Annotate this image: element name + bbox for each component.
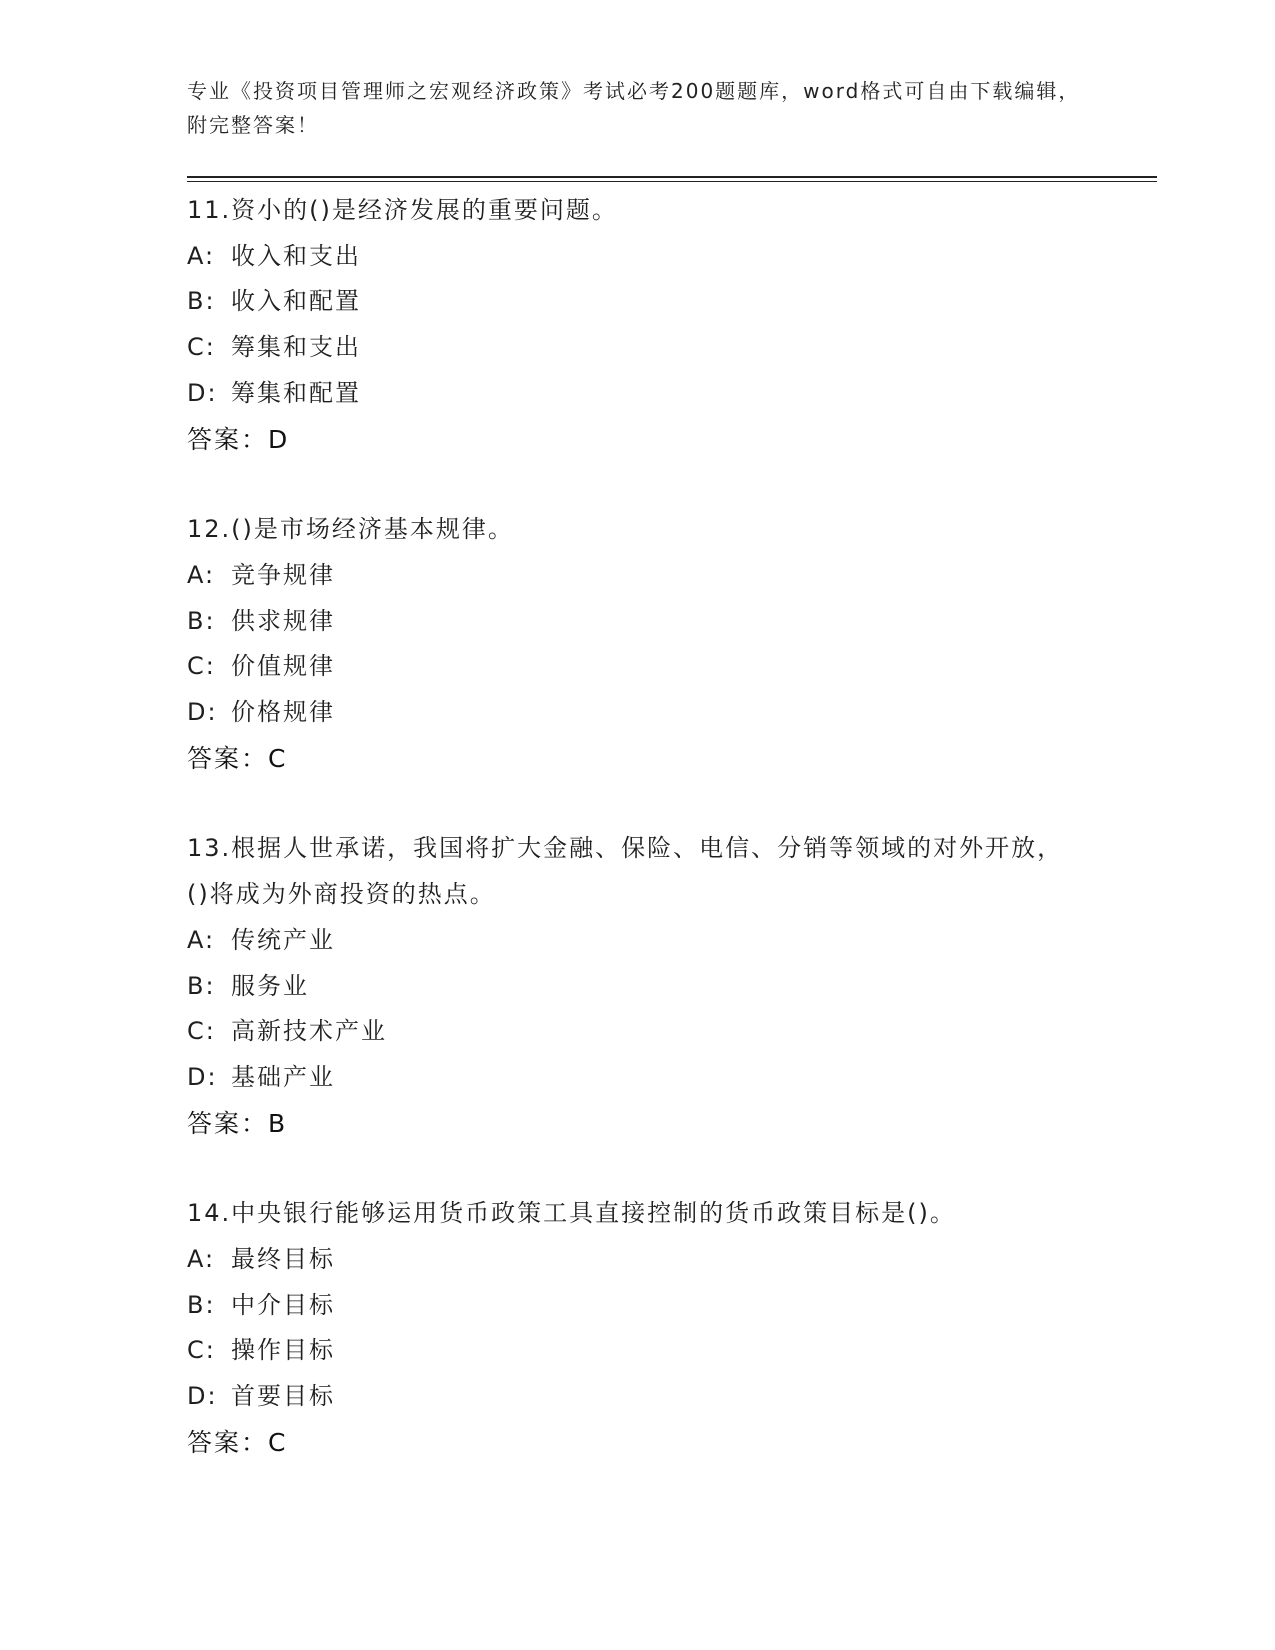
option-a <box>187 234 1147 280</box>
option-c <box>187 325 1147 371</box>
option-letter: C: <box>187 1336 216 1365</box>
answer-line: 答案：D <box>187 424 290 454</box>
question-list <box>187 188 1147 1466</box>
option-letter: A: <box>187 241 216 270</box>
option-letter: A: <box>187 560 216 589</box>
document-header: 专业《投资项目管理师之宏观经济政策》考试必考200题题库，word格式可自由下载编辑，附完整答案！ <box>187 79 1081 137</box>
option-a <box>187 553 1147 599</box>
question-stem: 12.()是市场经济基本规律。 <box>187 515 514 544</box>
header-divider-thin <box>187 181 1157 182</box>
option-text: 中介目标 <box>231 1290 335 1319</box>
option-c <box>187 1009 1147 1055</box>
option-text: 传统产业 <box>231 925 335 954</box>
option-letter: B: <box>187 287 216 316</box>
question-11 <box>187 188 1147 462</box>
answer-line: 答案：C <box>187 1427 288 1457</box>
header-divider-thick <box>187 176 1157 178</box>
option-letter: B: <box>187 1290 216 1319</box>
question-stem: 14.中央银行能够运用货币政策工具直接控制的货币政策目标是()。 <box>187 1199 956 1228</box>
option-text: 筹集和支出 <box>231 333 361 362</box>
option-d <box>187 371 1147 417</box>
option-text: 竞争规律 <box>231 560 335 589</box>
option-b <box>187 1283 1147 1329</box>
option-letter: D: <box>187 1062 218 1091</box>
question-stem: 11.资小的()是经济发展的重要问题。 <box>187 196 618 224</box>
option-text: 高新技术产业 <box>231 1017 387 1046</box>
option-text: 筹集和配置 <box>231 378 361 407</box>
option-b <box>187 279 1147 325</box>
option-text: 收入和支出 <box>231 241 361 270</box>
option-a <box>187 918 1147 964</box>
option-b <box>187 599 1147 645</box>
question-14 <box>187 1191 1147 1465</box>
option-letter: B: <box>187 971 216 1000</box>
option-c <box>187 1328 1147 1374</box>
question-13 <box>187 826 1147 1146</box>
option-letter: D: <box>187 698 218 727</box>
question-12 <box>187 507 1147 781</box>
option-b <box>187 964 1147 1010</box>
answer-line: 答案：B <box>187 1108 288 1138</box>
option-letter: A: <box>187 925 216 954</box>
option-letter: C: <box>187 652 216 681</box>
option-text: 首要目标 <box>231 1382 335 1411</box>
option-text: 基础产业 <box>231 1062 335 1091</box>
question-stem: 13.根据人世承诺，我国将扩大金融、保险、电信、分销等领域的对外开放，()将成为外商投资的热点。 <box>187 834 1064 909</box>
answer-line: 答案：C <box>187 743 288 773</box>
option-text: 收入和配置 <box>231 287 361 316</box>
option-c <box>187 644 1147 690</box>
option-d <box>187 1055 1147 1101</box>
option-text: 价格规律 <box>231 698 335 727</box>
option-letter: D: <box>187 1382 218 1411</box>
option-text: 价值规律 <box>231 652 335 681</box>
option-text: 服务业 <box>231 971 309 1000</box>
option-letter: C: <box>187 333 216 362</box>
option-letter: B: <box>187 606 216 635</box>
option-text: 供求规律 <box>231 606 335 635</box>
option-letter: C: <box>187 1017 216 1046</box>
option-d <box>187 690 1147 736</box>
option-d <box>187 1374 1147 1420</box>
option-text: 操作目标 <box>231 1336 335 1365</box>
option-text: 最终目标 <box>231 1245 335 1274</box>
option-letter: A: <box>187 1245 216 1274</box>
option-a <box>187 1237 1147 1283</box>
option-letter: D: <box>187 378 218 407</box>
